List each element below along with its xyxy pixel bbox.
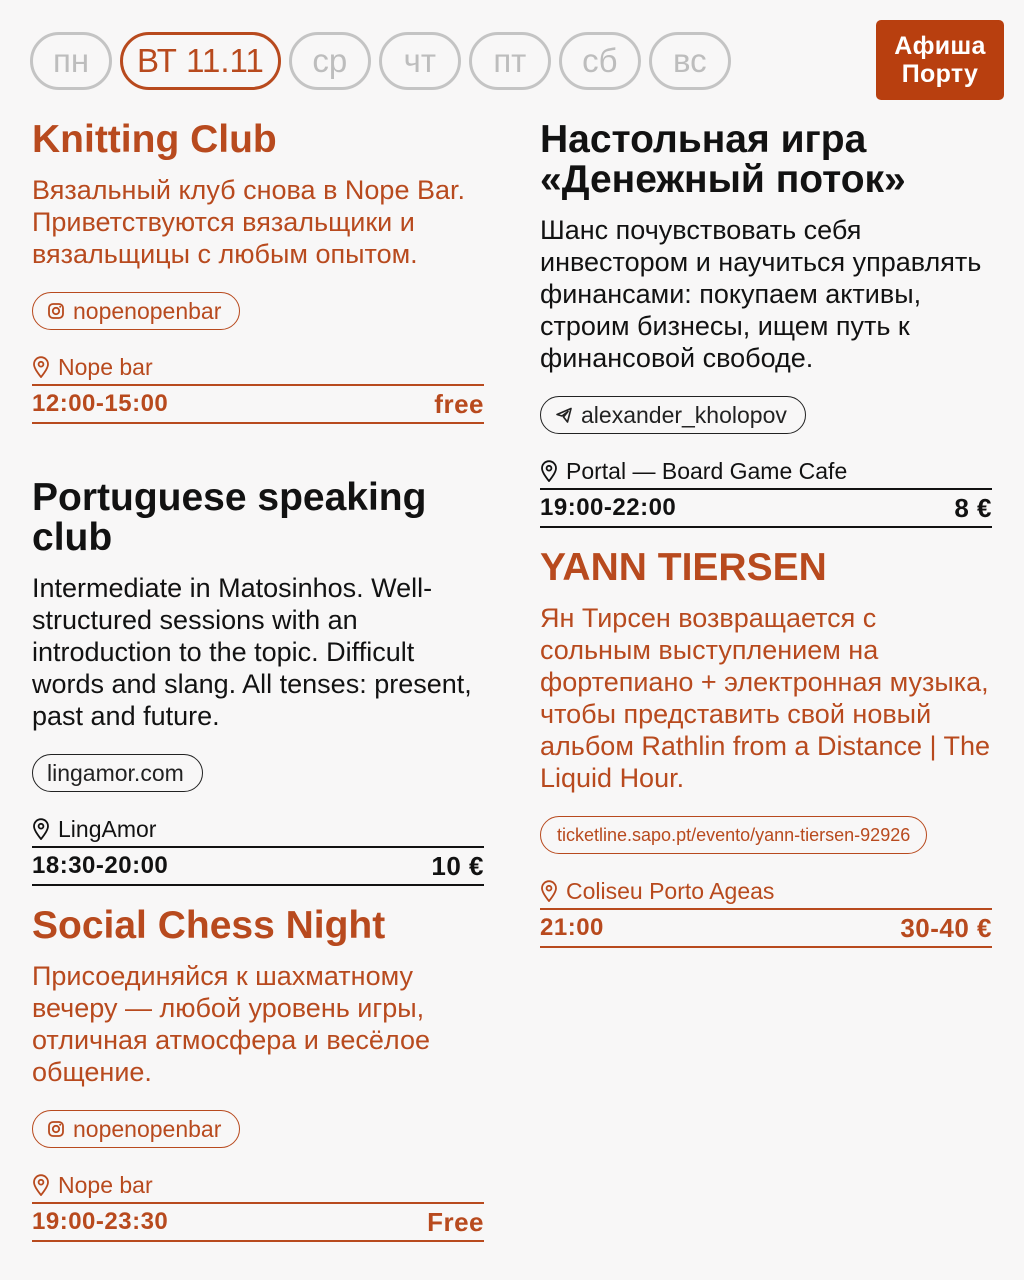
- event-price: Free: [427, 1206, 484, 1237]
- event-card-chess-night: [32, 906, 484, 1242]
- event-venue-label: Nope bar: [58, 353, 153, 380]
- event-time-price-bar: [540, 488, 992, 528]
- event-card-yann-tiersen: [540, 548, 992, 948]
- event-price: 10 €: [431, 850, 484, 881]
- event-title: Portuguese speaking club: [32, 476, 427, 559]
- brand-logo: [876, 20, 1004, 100]
- brand-line-1: Афиша: [894, 32, 986, 60]
- brand-line-2: Порту: [901, 60, 979, 88]
- day-tab-mon[interactable]: пн: [30, 32, 112, 90]
- event-venue: [540, 876, 992, 906]
- day-tab-wed[interactable]: ср: [289, 32, 371, 90]
- event-contact-label: nopenopenbar: [73, 297, 222, 324]
- instagram-icon: [47, 1120, 65, 1138]
- event-description: Intermediate in Matosinhos. Well-structured sessions with an introduction to the topic. Difficult words and slang. All tenses: present, past and future.: [32, 573, 472, 731]
- event-price: 8 €: [954, 492, 992, 523]
- event-time: 12:00-15:00: [32, 390, 169, 417]
- location-pin-icon: [540, 460, 558, 482]
- event-time-price-bar: [32, 1202, 484, 1242]
- event-time: 21:00: [540, 914, 604, 941]
- day-tab-sat[interactable]: сб: [559, 32, 641, 90]
- location-pin-icon: [32, 1174, 50, 1196]
- event-description: Присоединяйся к шахматному вечеру — любой уровень игры, отличная атмосфера и весёлое общение.: [32, 961, 431, 1087]
- event-time: 19:00-23:30: [32, 1208, 169, 1235]
- location-pin-icon: [32, 356, 50, 378]
- event-time-price-bar: [32, 384, 484, 424]
- event-title: Knitting Club: [32, 118, 277, 161]
- event-time: 19:00-22:00: [540, 494, 677, 521]
- location-pin-icon: [32, 818, 50, 840]
- event-card-portuguese-club: [32, 478, 484, 886]
- day-tab-thu[interactable]: чт: [379, 32, 461, 90]
- event-venue: [32, 1170, 484, 1200]
- day-selector: [30, 32, 731, 90]
- day-tab-fri[interactable]: пт: [469, 32, 551, 90]
- event-time-price-bar: [540, 908, 992, 948]
- event-contact-label: ticketline.sapo.pt/evento/yann-tiersen-92926: [557, 824, 911, 845]
- event-contact-link[interactable]: [540, 396, 806, 434]
- event-contact-label: lingamor.com: [47, 759, 184, 786]
- telegram-icon: [555, 406, 573, 424]
- event-contact-link[interactable]: [32, 754, 203, 792]
- event-contact-label: nopenopenbar: [73, 1115, 222, 1142]
- event-contact-link[interactable]: [32, 292, 240, 330]
- event-contact-link[interactable]: [32, 1110, 240, 1148]
- event-title: Настольная игра «Денежный поток»: [540, 118, 906, 201]
- event-card-cashflow-game: [540, 120, 992, 528]
- event-venue: [32, 352, 484, 382]
- event-venue: [32, 814, 484, 844]
- day-tab-tue[interactable]: ВТ 11.11: [120, 32, 281, 90]
- event-price: free: [434, 388, 484, 419]
- event-price: 30-40 €: [900, 912, 992, 943]
- event-title: YANN TIERSEN: [540, 546, 827, 589]
- event-time-price-bar: [32, 846, 484, 886]
- event-title: Social Chess Night: [32, 904, 386, 947]
- day-tab-sun[interactable]: вс: [649, 32, 731, 90]
- event-description: Вязальный клуб снова в Nope Bar. Приветствуются вязальщики и вязальщицы с любым опытом.: [32, 175, 465, 269]
- location-pin-icon: [540, 880, 558, 902]
- event-contact-link[interactable]: [540, 816, 927, 854]
- event-venue-label: Portal — Board Game Cafe: [566, 457, 848, 484]
- event-venue-label: Coliseu Porto Ageas: [566, 877, 775, 904]
- instagram-icon: [47, 302, 65, 320]
- event-contact-label: alexander_kholopov: [581, 401, 787, 428]
- event-description: Ян Тирсен возвращается с сольным выступлением на фортепиано + электронная музыка, чтобы представить свой новый альбом Rathlin from a Distance | The Liquid Hour.: [540, 603, 991, 793]
- event-description: Шанс почувствовать себя инвестором и научиться управлять финансами: покупаем активы, строим бизнесы, ищем путь к финансовой свободе.: [540, 215, 982, 373]
- event-venue-label: Nope bar: [58, 1171, 153, 1198]
- event-venue-label: LingAmor: [58, 815, 157, 842]
- event-venue: [540, 456, 992, 486]
- event-time: 18:30-20:00: [32, 852, 169, 879]
- event-card-knitting-club: [32, 120, 484, 424]
